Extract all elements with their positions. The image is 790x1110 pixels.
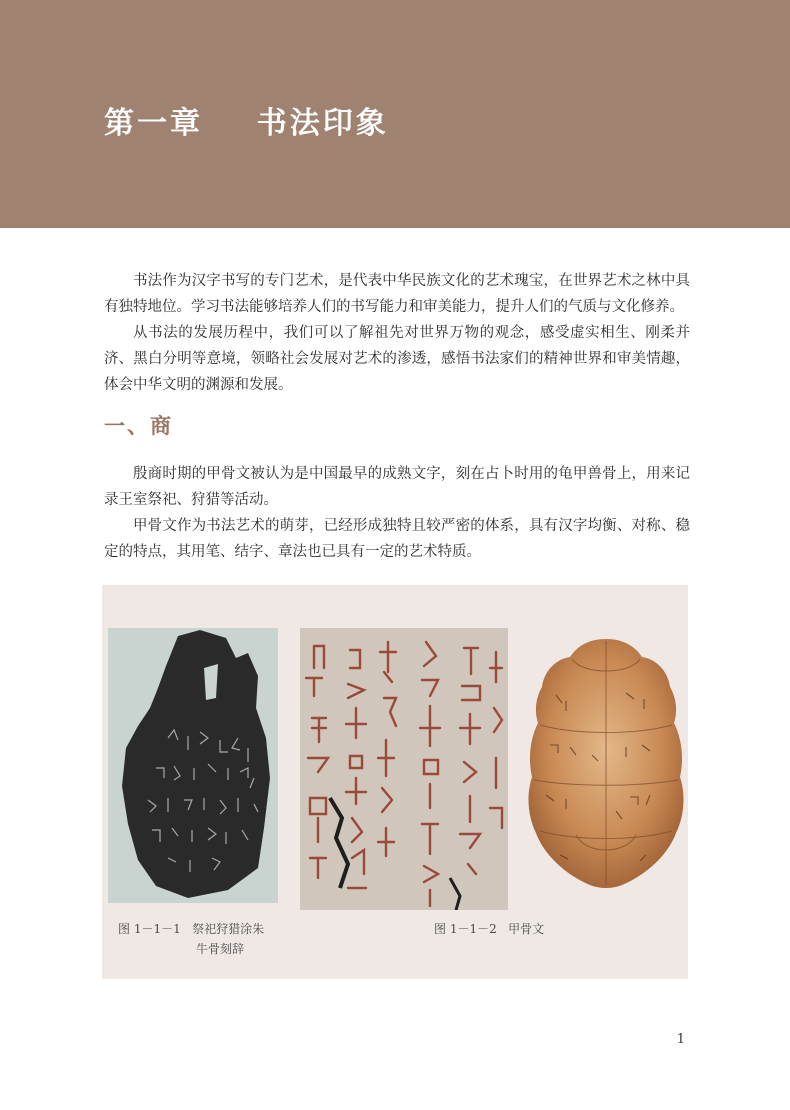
oracle-bone-inscription-closeup-image [300, 628, 508, 910]
page-number: 1 [676, 1032, 685, 1047]
intro-paragraph-2: 从书法的发展历程中，我们可以了解祖先对世界万物的观念，感受虚实相生、刚柔并济、黑白分明等意境，领略社会发展对艺术的渗透，感悟书法家们的精神世界和审美情趣，体会中华文明的渊源和发展。 [104, 325, 690, 393]
figure-2-caption: 图 1－1－2 甲骨文 [434, 922, 545, 936]
oracle-bone-rubbing-image [108, 628, 278, 903]
chapter-title: 第一章 书法印象 [104, 106, 389, 141]
section-heading-shang: 一、商 [104, 413, 173, 438]
figure-panel [102, 585, 688, 979]
figure-1-caption-line-2: 牛骨刻辞 [196, 942, 245, 956]
figure-1-caption-line-1: 图 1－1－1 祭祀狩猎涂朱 [118, 922, 265, 936]
intro-paragraph-1: 书法作为汉字书写的专门艺术，是代表中华民族文化的艺术瑰宝，在世界艺术之林中具有独特地位。学习书法能够培养人们的书写能力和审美能力，提升人们的气质与文化修养。 [104, 273, 690, 315]
section-paragraph-2: 甲骨文作为书法艺术的萌芽，已经形成独特且较严密的体系，具有汉字均衡、对称、稳定的特点，其用笔、结字、章法也已具有一定的艺术特质。 [104, 518, 690, 560]
turtle-shell-inscription-image [526, 635, 686, 891]
section-paragraph-1: 殷商时期的甲骨文被认为是中国最早的成熟文字，刻在占卜时用的龟甲兽骨上，用来记录王室祭祀、狩猎等活动。 [104, 466, 690, 508]
chapter-header-band [0, 0, 790, 228]
